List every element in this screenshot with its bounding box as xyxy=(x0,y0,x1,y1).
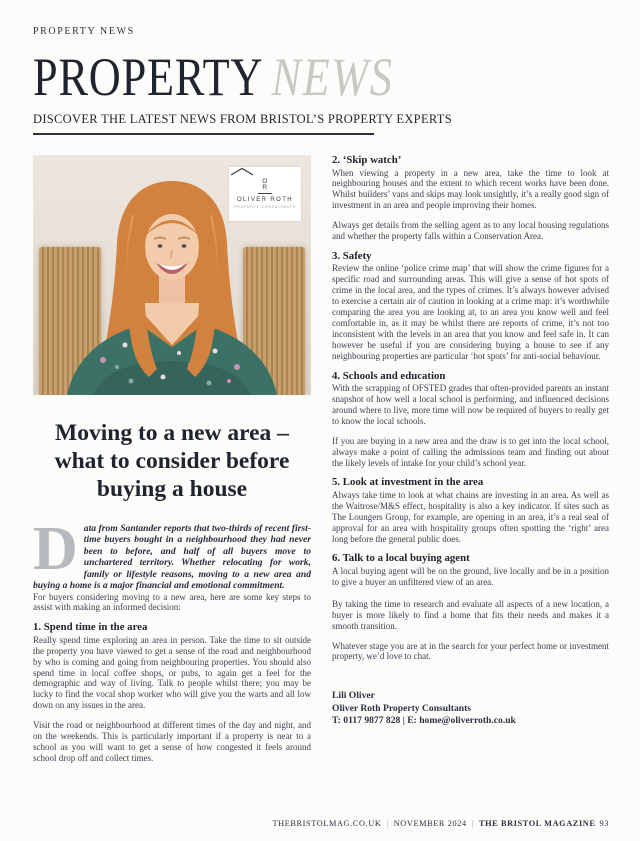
section-2-paragraph: Always get details from the selling agent as to any local housing regulations and whether the property falls within a Conservation Area. xyxy=(332,220,609,242)
page-title-accent: NEWS xyxy=(271,47,394,107)
section-heading-4: 4. Schools and education xyxy=(332,369,446,382)
signature-block xyxy=(332,690,609,728)
oliver-roth-logo xyxy=(229,167,301,221)
article-headline: Moving to a new area – what to consider before buying a house xyxy=(54,420,290,502)
logo-divider xyxy=(258,193,272,194)
section-1-paragraph: Visit the road or neighbourhood at different times of the day and night, and on the weekends. This is particularly important if a property is near to a school as you will want to get a sense of how congested it feels around school drop off and collect times. xyxy=(33,720,311,763)
closing-paragraph: By taking the time to research and evaluate all aspects of a new location, a buyer is more likely to find a home that fits their needs and makes it a smooth transition. xyxy=(332,598,609,631)
logo-tagline: PROPERTY CONSULTANTS xyxy=(234,205,296,209)
closing-paragraph: Whatever stage you are at in the search for your perfect home or investment property, we’d love to chat. xyxy=(332,640,609,662)
footer-issue: NOVEMBER 2024 xyxy=(393,819,467,828)
footer-magazine-name: THE BRISTOL MAGAZINE xyxy=(478,819,596,828)
section-3-paragraph: Review the online ‘police crime map’ that will show the crime figures for a specific road and surrounding areas. This will give a sense of hot spots of crime in the local area, and the types of crimes. It’s always however advised to exercise a certain air of caution in looking at a crime map: it’s worthwhile comparing the area you are looking at, to an area you know well and feel comfortable in, as it may be whilst there are reports of crime, it’s not too inconsistent with the levels in an area that you know and feel safe in. It can however be useful if you are considering buying a house to see if any neighbouring properties are particular ‘hot spots’ for anti-social behaviour. xyxy=(332,263,609,361)
right-column xyxy=(332,155,609,773)
section-heading-6: 6. Talk to a local buying agent xyxy=(332,552,470,565)
author-company: Oliver Roth Property Consultants xyxy=(332,702,472,714)
section-heading-5: 5. Look at investment in the area xyxy=(332,476,484,489)
section-2-paragraph: When viewing a property in a new area, take the time to look at neighbouring houses and the extent to which recent works have been done. Whilst builders’ vans and skips may look unsightly, it’s a really good sign of investment in an area and people improving their homes. xyxy=(332,167,609,211)
author-contact: T: 0117 9877 828 | E: home@oliverroth.co.uk xyxy=(332,715,516,727)
logo-letter-o: O xyxy=(262,178,268,185)
article-intro xyxy=(33,514,311,592)
footer-site: THEBRISTOLMAG.CO.UK xyxy=(272,819,382,828)
portrait-photo xyxy=(33,155,311,395)
section-4-paragraph: With the scrapping of OFSTED grades that often-provided parents an instant snapshot of how well a local school is performing, and influenced decisions around where to live, more time will now be required of buyers to really get to know the local schools. xyxy=(332,383,609,426)
footer-separator: | xyxy=(386,819,389,828)
header-rule xyxy=(33,133,374,135)
left-column xyxy=(33,155,311,773)
section-4-paragraph: If you are buying in a new area and the draw is to get into the local school, always make a point of calling the admissions team and finding out about the likely levels of intake for your child’s school year. xyxy=(332,435,609,468)
page-footer xyxy=(272,819,609,828)
article-columns xyxy=(33,155,609,773)
section-1-paragraph: Really spend time exploring an area in person. Take the time to sit outside the property you have viewed to get a sense of the road and neighbourhood by who is coming and going from neighbouring properties. You should also spend time in local coffee shops, or pubs, to again get a feel for the demographic and way of living. Talk to people whilst there; you may be lucky to find the vocal shop worker who will give you the warts and all low down on any issues in the area. xyxy=(33,634,311,711)
logo-roof-icon xyxy=(229,167,255,176)
section-heading-2: 2. ‘Skip watch’ xyxy=(332,154,402,166)
lead-in-paragraph: For buyers considering moving to a new area, here are some key steps to assist with making an informed decision: xyxy=(33,591,311,613)
footer-page-number: 93 xyxy=(599,819,609,828)
section-heading-3: 3. Safety xyxy=(332,249,372,262)
dropcap: D xyxy=(33,514,78,583)
logo-letter-r: R xyxy=(262,184,268,191)
page-title xyxy=(33,47,505,107)
section-6-paragraph: A local buying agent will be on the ground, live locally and be in a position to give a buyer an unfiltered view of an area. xyxy=(332,565,609,587)
section-heading-1: 1. Spend time in the area xyxy=(33,621,148,634)
intro-text: ata from Santander reports that two-thirds of recent first-time buyers bought in a neighbourhood they had never been to before, and half of all buyers move to unchartered territory. Whether relocating for work, family or lifestyle reasons, moving to a new area and buying a home is a major financial and emotional commitment. xyxy=(33,522,311,591)
logo-name: OLIVER ROTH xyxy=(236,197,294,203)
section-5-paragraph: Always take time to look at what chains are investing in an area. As well as the Waitrose/M&S effect, hospitality is also a key indicator. If sites such as The Loungers Group, for example, are opening in an area, it’s a real seal of approval for an area with hospitality groups often spotting the ‘right’ area long before the general public does. xyxy=(332,489,609,544)
page-subtitle: DISCOVER THE LATEST NEWS FROM BRISTOL’S PROPERTY EXPERTS xyxy=(33,112,452,126)
section-eyebrow: PROPERTY NEWS xyxy=(33,26,135,37)
author-name: Lili Oliver xyxy=(332,690,375,702)
footer-separator: | xyxy=(471,819,474,828)
page-title-main: PROPERTY xyxy=(33,47,264,107)
